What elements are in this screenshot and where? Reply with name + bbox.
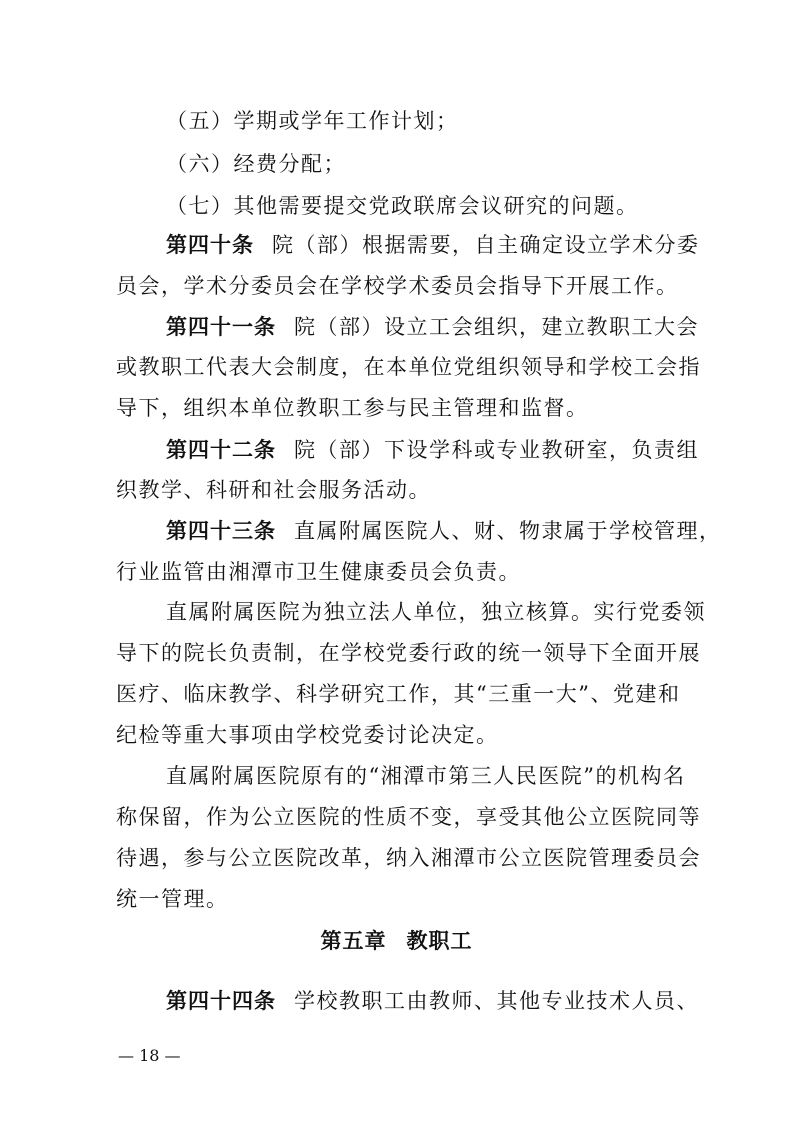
article-41-text-1: 院（部）设立工会组织，建立教职工大会 (294, 315, 699, 339)
article-43-text-1: 直属附属医院人、财、物隶属于学校管理， (294, 519, 722, 543)
article-40-line-2: 员会，学术分委员会在学校学术委员会指导下开展工作。 (116, 274, 679, 298)
article-43-para2-line-3: 医疗、临床教学、科学研究工作，其“三重一大”、党建和 (116, 682, 681, 706)
article-43-para3-line-3: 待遇，参与公立医院改革，纳入湘潭市公立医院管理委员会 (116, 846, 701, 870)
article-41-number: 第四十一条 (166, 315, 276, 339)
list-item-5: （五）学期或学年工作计划； (166, 109, 459, 133)
article-43-line-2: 行业监管由湘潭市卫生健康委员会负责。 (116, 560, 521, 584)
article-40-text-1: 院（部）根据需要，自主确定设立学术分委 (272, 233, 700, 257)
article-43-para2-line-4: 纪检等重大事项由学校党委讨论决定。 (116, 723, 499, 747)
list-item-6: （六）经费分配； (166, 152, 346, 176)
article-40-line-1 (166, 231, 700, 259)
article-43-para3-line-4: 统一管理。 (116, 887, 229, 911)
article-44-number: 第四十四条 (166, 989, 276, 1013)
article-41-line-1 (166, 313, 699, 341)
article-44-text-1: 学校教职工由教师、其他专业技术人员、 (294, 989, 699, 1013)
article-42-line-2: 织教学、科研和社会服务活动。 (116, 478, 431, 502)
article-43-number: 第四十三条 (166, 519, 276, 543)
article-41-line-3: 导下，组织本单位教职工参与民主管理和监督。 (116, 396, 589, 420)
article-41-line-2: 或教职工代表大会制度，在本单位党组织领导和学校工会指 (116, 355, 701, 379)
article-42-line-1 (166, 436, 699, 464)
article-43-para2-line-1: 直属附属医院为独立法人单位，独立核算。实行党委领 (166, 600, 706, 624)
article-40-number: 第四十条 (166, 233, 254, 257)
article-43-para2-line-2: 导下的院长负责制，在学校党委行政的统一领导下全面开展 (116, 641, 701, 665)
page-number: — 18 — (118, 1046, 181, 1065)
article-44-line-1 (166, 987, 699, 1015)
chapter-heading (0, 927, 793, 955)
chapter-number: 第五章 (320, 929, 387, 953)
article-43-para3-line-2: 称保留，作为公立医院的性质不变，享受其他公立医院同等 (116, 805, 701, 829)
list-item-7: （七）其他需要提交党政联席会议研究的问题。 (166, 194, 639, 218)
article-42-number: 第四十二条 (166, 438, 276, 462)
article-42-text-1: 院（部）下设学科或专业教研室，负责组 (294, 438, 699, 462)
chapter-title: 教职工 (406, 929, 473, 953)
article-43-line-1 (166, 517, 722, 545)
article-43-para3-line-1: 直属附属医院原有的“湘潭市第三人民医院”的机构名 (166, 764, 686, 788)
